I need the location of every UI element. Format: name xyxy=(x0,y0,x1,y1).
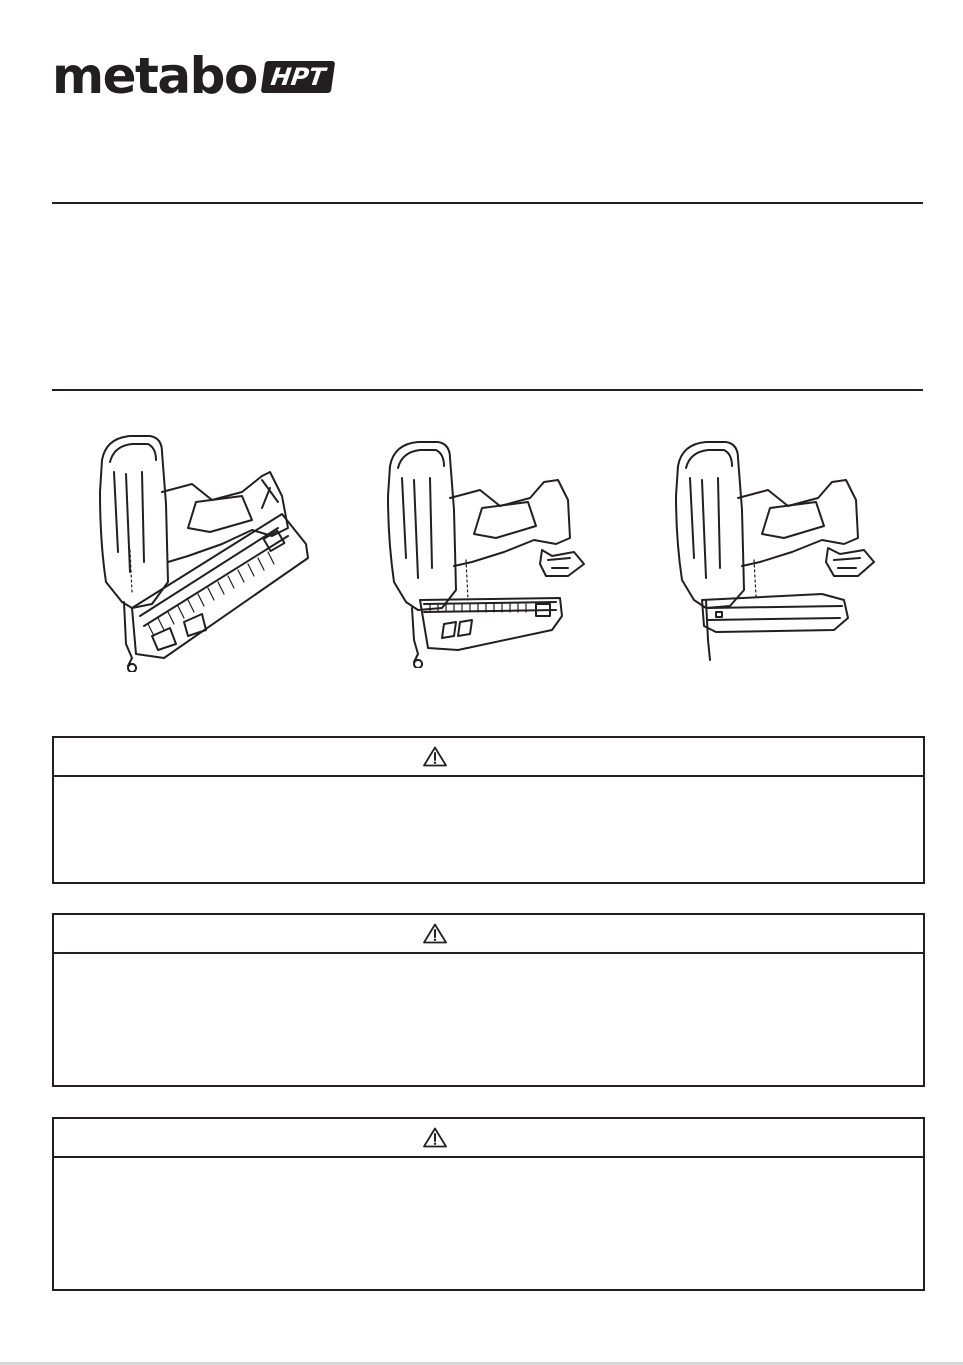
warning-triangle-icon xyxy=(423,923,447,944)
notice-box-3 xyxy=(52,1117,925,1291)
notice-box-2-header xyxy=(54,915,923,954)
brand-logo xyxy=(52,47,333,105)
warning-triangle-icon xyxy=(423,746,447,767)
notice-box-2 xyxy=(52,913,925,1087)
notice-box-1-header xyxy=(54,738,923,777)
warning-triangle-icon xyxy=(423,1127,447,1148)
middle-rule xyxy=(52,389,923,391)
notice-box-3-header xyxy=(54,1119,923,1158)
angled-finish-nailer-illustration xyxy=(92,432,317,672)
notice-box-1 xyxy=(52,736,925,884)
straight-finish-nailer-illustration xyxy=(384,440,609,668)
logo-wordmark: metabo xyxy=(52,47,257,105)
logo-badge: HPT xyxy=(261,61,336,93)
top-rule xyxy=(52,202,923,204)
brad-nailer-illustration xyxy=(672,440,894,664)
